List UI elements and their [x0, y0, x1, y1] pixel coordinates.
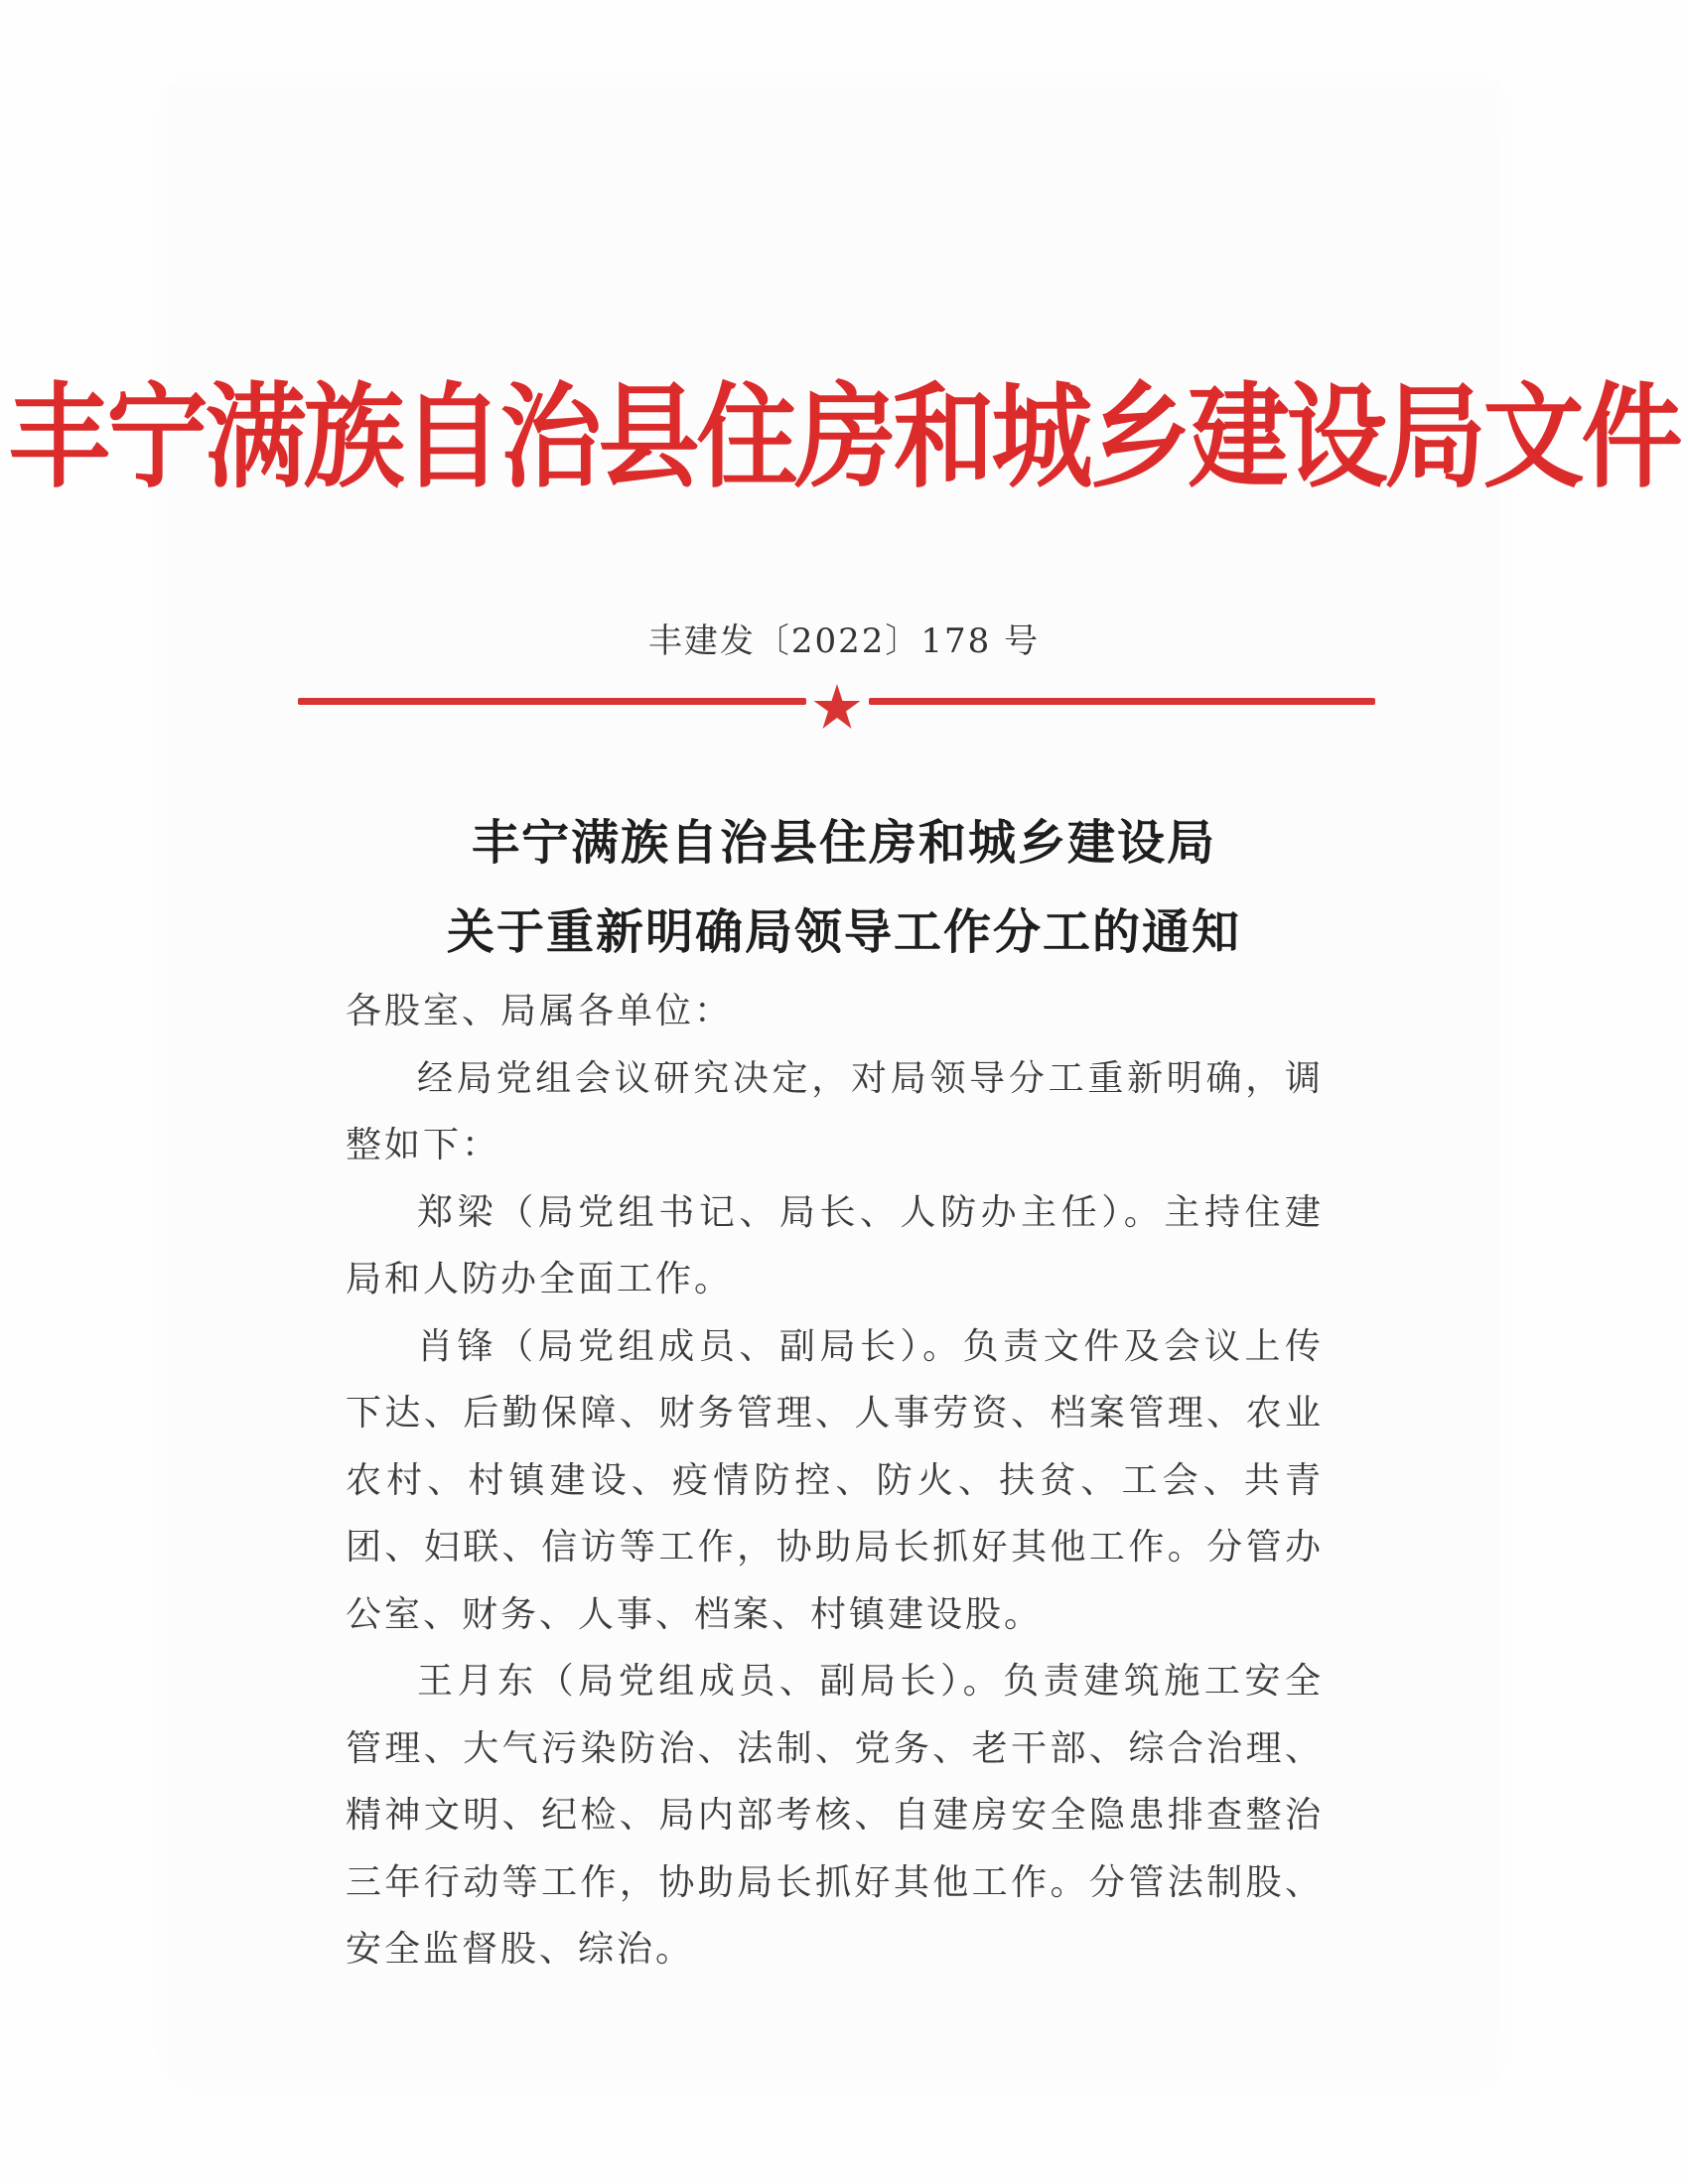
body-paragraph: 王月东（局党组成员、副局长）。负责建筑施工安全管理、大气污染防治、法制、党务、老干部、综合治理、精神文明、纪检、局内部考核、自建房安全隐患排查整治三年行动等工作，协助局长抓好其他工作。分管法制股、安全监督股、综治。 — [346, 1661, 1324, 1970]
document-header: 丰宁满族自治县住房和城乡建设局文件 — [8, 371, 1680, 505]
red-star-icon — [812, 682, 862, 732]
document-number: 丰建发〔2022〕178 号 — [647, 621, 1041, 661]
notice-title-line-2: 关于重新明确局领导工作分工的通知 — [446, 904, 1241, 960]
body-paragraph: 郑梁（局党组书记、局长、人防办主任）。主持住建局和人防办全面工作。 — [346, 1191, 1324, 1299]
notice-body — [346, 978, 1324, 1983]
body-paragraph: 肖锋（局党组成员、副局长）。负责文件及会议上传下达、后勤保障、财务管理、人事劳资、档案管理、农业农村、村镇建设、疫情防控、防火、扶贫、工会、共青团、妇联、信访等工作，协助局长抓好其他工作。分管办公室、财务、人事、档案、村镇建设股。 — [346, 1325, 1324, 1635]
notice-title-line-1: 丰宁满族自治县住房和城乡建设局 — [471, 815, 1216, 871]
red-rule-left — [298, 698, 806, 705]
body-paragraph: 经局党组会议研究决定，对局领导分工重新明确，调整如下： — [346, 1057, 1324, 1165]
salutation: 各股室、局属各单位： — [346, 991, 734, 1031]
red-rule-right — [869, 698, 1375, 705]
